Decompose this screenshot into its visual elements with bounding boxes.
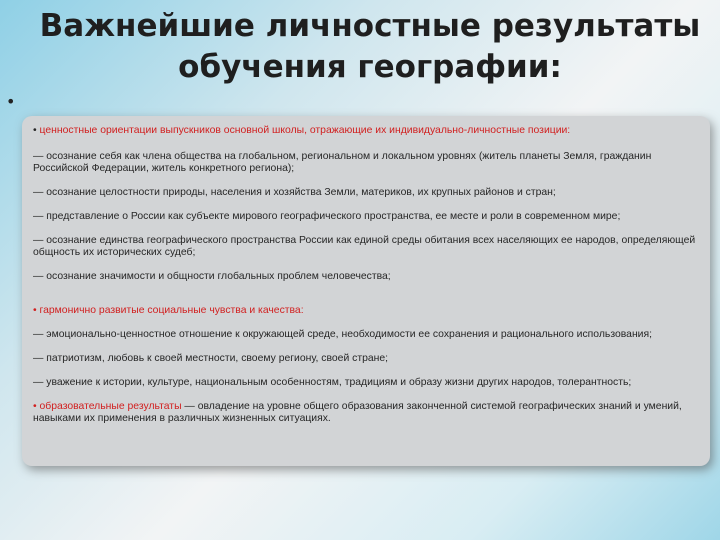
section-heading — [33, 401, 705, 425]
stray-bullet: • — [6, 92, 16, 111]
list-item: — осознание значимости и общности глобальных проблем человечества; — [33, 271, 391, 282]
list-item: — уважение к истории, культуре, национальным особенностям, традициям и образу жизни других народов, толерантность; — [33, 377, 632, 388]
bullet: • — [33, 401, 37, 412]
bullet: • — [33, 125, 37, 136]
list-item: — осознание себя как члена общества на глобальном, региональном и локальном уровнях (житель планеты Земля, гражданин Российской Федерации, житель конкретного региона); — [33, 151, 652, 174]
slide-title: Важнейшие личностные результаты обучения географии: — [39, 8, 701, 85]
bullet: • — [33, 305, 37, 316]
heading-text: образовательные результаты — [39, 401, 182, 412]
list-item: — осознание целостности природы, населения и хозяйства Земли, материков, их крупных районов и стран; — [33, 187, 556, 198]
section-heading — [33, 125, 705, 137]
section-heading — [33, 305, 705, 317]
content-text — [33, 125, 705, 425]
list-item: — представление о России как субъекте мирового географического пространства, ее месте и роли в современном мире; — [33, 211, 621, 222]
list-item: — осознание единства географического пространства России как единой среды обитания всех населяющих ее народов, определяющей общность их исторических судеб; — [33, 235, 696, 258]
paragraph-text: — овладение на уровне общего образования законченной системой географических знаний и умений, навыками их применения в различных жизненных ситуациях. — [33, 401, 682, 424]
list-item: — патриотизм, любовь к своей местности, своему региону, своей стране; — [33, 353, 389, 364]
list-item: — эмоционально-ценностное отношение к окружающей среде, необходимости ее сохранения и рационального использования; — [33, 329, 653, 340]
heading-text: гармонично развитые социальные чувства и качества: — [39, 305, 304, 316]
heading-text: ценностные ориентации выпускников основной школы, отражающие их индивидуально-личностные позиции: — [39, 125, 571, 136]
